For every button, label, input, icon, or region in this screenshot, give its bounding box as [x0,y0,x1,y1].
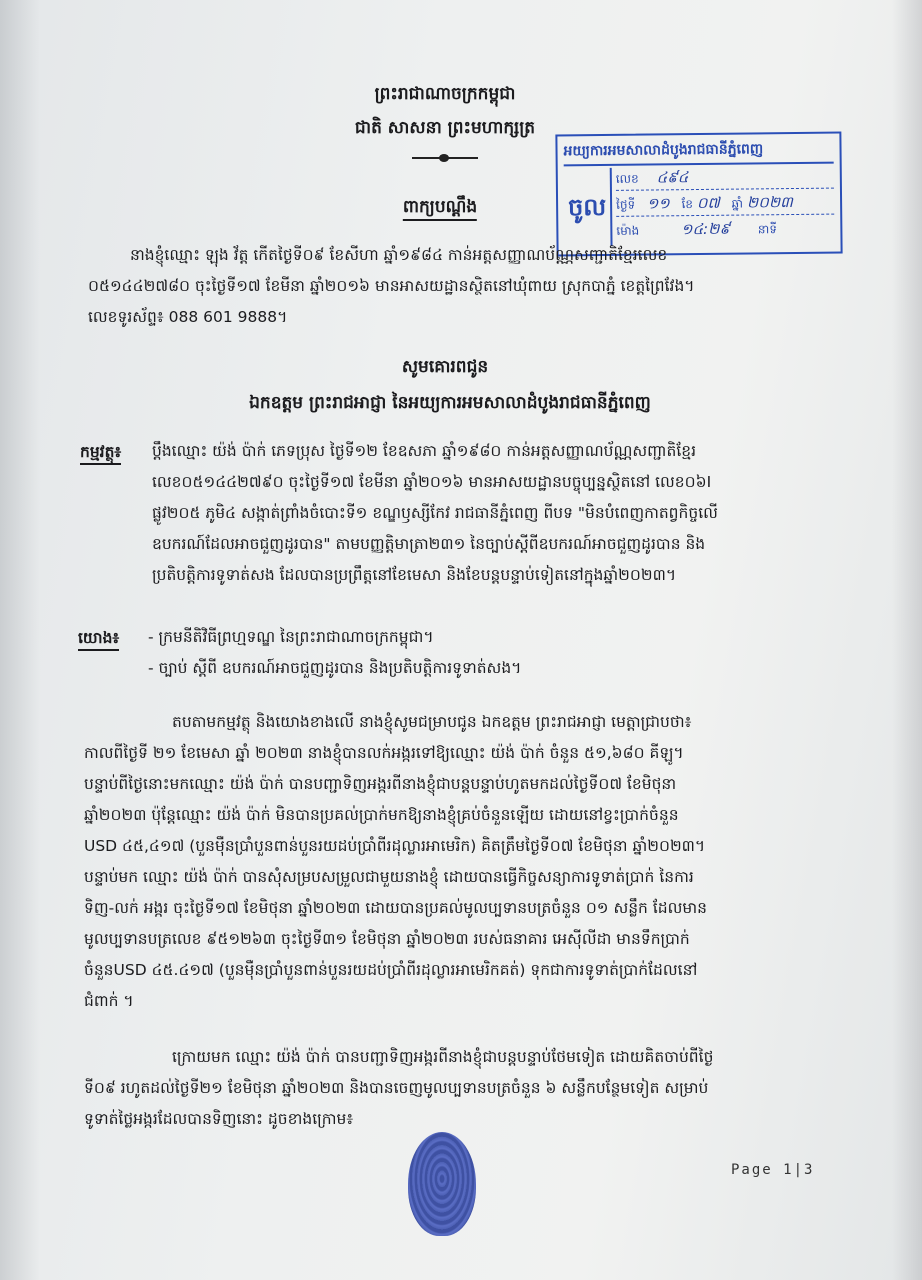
body1-line: បន្ទាប់ពីថ្ងៃនោះមកឈ្មោះ យ៉ង់ ប៉ាក់ បានបញ្ជាទិញអង្ករពីនាងខ្ញុំជាបន្តបន្ទាប់ហូតមកដល់ថ្ងៃទី០៧ ខែមិថុនា [84,775,677,793]
stamp-number-value: ៤៩៤ [656,168,689,187]
stamp-time-row [616,216,834,242]
body1-line: ឆ្នាំ២០២៣ ប៉ុន្តែឈ្មោះ យ៉ង់ ប៉ាក់ មិនបានប្រគល់ប្រាក់មកឱ្យនាងខ្ញុំគ្រប់ចំនួនឡើយ ដោយនៅខ្វះប្រាក់ចំនួន [84,806,679,824]
stamp-date-label: ថ្ងៃទី [616,197,636,212]
motto: ជាតិ សាសនា ព្រះមហាក្សត្រ [354,118,536,138]
body1-line: តបតាមកម្មវត្ថុ និងយោងខាងលើ នាងខ្ញុំសូមជម្រាបជូន ឯកឧត្តម ព្រះរាជអាជ្ញា មេត្តាជ្រាបថា៖ [172,713,692,731]
body1-line: USD ៤៥,៤១៧ (បួនម៉ឺនប្រាំបួនពាន់បួនរយដប់ប្រាំពីរដុល្លារអាមេរិក) គិតត្រឹមថ្ងៃទី០៧ ខែមិថុនា ឆ្នាំ២០២៣។ [84,837,706,855]
body1-line: ជំពាក់ ។ [84,992,134,1010]
subject-label-text: កម្មវត្ថុ៖ [80,443,121,465]
body1-line: បន្ទាប់មក ឈ្មោះ យ៉ង់ ប៉ាក់ បានសុំសម្របសម្រួលជាមួយនាងខ្ញុំ ដោយបានធ្វើកិច្ចសន្យាការទូទាត់ប្រាក់ នៃការ [84,868,694,886]
reference-item: - ច្បាប់ ស្តីពី ឧបករណ៍អាចជួញដូរបាន និងប្រតិបត្តិការទូទាត់សង។ [148,659,522,677]
stamp-year: ២០២៣ [746,193,794,212]
ornament-divider [412,157,478,159]
addressee-greeting: សូមគោរពជូន [401,357,489,377]
stamp-month: ០៧ [696,193,720,213]
body2-line: ក្រោយមក ឈ្មោះ យ៉ង់ ប៉ាក់ បានបញ្ជាទិញអង្ករពីនាងខ្ញុំជាបន្តបន្ទាប់ថែមទៀត ដោយគិតចាប់ពីថ្ងៃ [172,1048,714,1066]
stamp-logo: ចូល [564,168,613,246]
addressee-title: ឯកឧត្តម ព្រះរាជអាជ្ញា នៃអយ្យការអមសាលាដំបូងរាជធានីភ្នំពេញ [249,393,651,413]
stamp-day: ១១ [646,194,670,213]
subject-line: ផ្លូវ២០៥ ភូមិ៤ សង្កាត់ព្រាំងចំបោះទី១ ខណ្ឌឫស្សីកែវ រាជធានីភ្នំពេញ ពីបទ "មិនបំពេញកាតព្វកិច្ចលើ [152,504,718,522]
reference-list [148,622,828,684]
kingdom-title: ព្រះរាជាណាចក្រកម្ពុជា [374,84,516,104]
stamp-org-name: អយ្យការអមសាលាដំបូងរាជធានីភ្នំពេញ [563,136,833,167]
stamp-number-label: លេខ [615,171,639,186]
document-type-title [403,197,477,217]
stamp-number-row [616,164,834,191]
stamp-minute-label: នាទី [757,222,778,237]
intro-paragraph [88,240,832,333]
body1-line: មូលប្បទានបត្រលេខ ៩៥១២៦៣ ចុះថ្ងៃទី៣១ ខែមិថុនា ឆ្នាំ២០២៣ របស់ធនាគារ អេស៊ីលីដា មានទឹកប្រាក់ [84,930,690,948]
stamp-date-row [616,190,834,217]
page-number: Page 1|3 [731,1162,815,1178]
body1-line: ចំនួនUSD ៤៥.៤១៧ (បួនម៉ឺនប្រាំបួនពាន់បួនរយដប់ប្រាំពីរដុល្លារអាមេរិកគត់) ទុកជាការទូទាត់ប្រាក់ដែលនៅ [84,961,698,979]
body1-line: ទិញ-លក់ អង្ករ ចុះថ្ងៃទី១៧ ខែមិថុនា ឆ្នាំ២០២៣ ដោយបានប្រគល់មូលប្បទានបត្រចំនួន ០១ សន្លឹក ដែលមាន [84,899,707,917]
stamp-time: ១៤:២៩ [680,219,731,239]
received-stamp [555,132,842,257]
subject-text [152,436,832,591]
intro-line: នាងខ្ញុំឈ្មោះ ឡុង វ័ត្ត កើតថ្ងៃទី០៩ ខែសីហា ឆ្នាំ១៩៨៤ កាន់អត្តសញ្ញាណប័ណ្ណសញ្ជាតិខ្មែរលេខ [130,246,668,264]
reference-item: - ក្រមនីតិវិធីព្រហ្មទណ្ឌ នៃព្រះរាជាណាចក្រកម្ពុជា។ [148,628,434,646]
intro-line: ០៥១៤៤២៧៨០ ចុះថ្ងៃទី១៧ ខែមីនា ឆ្នាំ២០១៦ មានអាសយដ្ឋានស្ថិតនៅឃុំពាយ ស្រុកបាភ្នំ ខេត្តព្រៃវែង។ [88,277,695,295]
stamp-month-label: ខែ [681,197,694,212]
intro-line: លេខទូរស័ព្ទ៖ 088 601 9888។ [88,308,288,326]
body-paragraph-2 [84,1042,832,1135]
document-type-text: ពាក្យបណ្តឹង [403,197,477,221]
subject-line: ឧបករណ៍ដែលអាចជួញដូរបាន" តាមបញ្ញត្តិមាត្រា២៣១ នៃច្បាប់ស្តីពីឧបករណ៍អាចជួញដូរបាន និង [152,535,706,553]
stamp-time-label: ម៉ោង [616,223,640,238]
subject-line: លេខ០៥១៤៤២៧៩០ ចុះថ្ងៃទី១៧ ខែមីនា ឆ្នាំ២០១៦ មានអាសយដ្ឋានបច្ចុប្បន្នស្ថិតនៅ លេខ០៦I [152,473,712,491]
thumbprint-signature [408,1132,476,1236]
subject-label [80,442,121,462]
reference-label-text: យោង៖ [78,629,119,651]
body-paragraph-1 [84,707,832,1017]
reference-label [78,628,119,648]
body1-line: កាលពីថ្ងៃទី ២១ ខែមេសា ឆ្នាំ ២០២៣ នាងខ្ញុំបានលក់អង្ករទៅឱ្យឈ្មោះ យ៉ង់ ប៉ាក់ ចំនួន ៥១,៦៨០ គីឡូ។ [84,744,684,762]
stamp-year-label: ឆ្នាំ [731,196,744,211]
body2-line: ទី០៩ រហូតដល់ថ្ងៃទី២១ ខែមិថុនា ឆ្នាំ២០២៣ និងបានចេញមូលប្បទានបត្រចំនួន ៦ សន្លឹកបន្ថែមទៀត សម្រាប់ [84,1079,709,1097]
subject-line: ប្តឹងឈ្មោះ យ៉ង់ ប៉ាក់ ភេទប្រុស ថ្ងៃទី១២ ខែឧសភា ឆ្នាំ១៩៨០ កាន់អត្តសញ្ញាណប័ណ្ណសញ្ជាតិខ្មែរ [152,442,697,460]
body2-line: ទូទាត់ថ្លៃអង្ករដែលបានទិញនោះ ដូចខាងក្រោម៖ [84,1110,354,1128]
subject-line: ប្រតិបត្តិការទូទាត់សង ដែលបានប្រព្រឹត្តនៅខែមេសា និងខែបន្តបន្ទាប់ទៀតនៅក្នុងឆ្នាំ២០២៣។ [152,566,677,584]
